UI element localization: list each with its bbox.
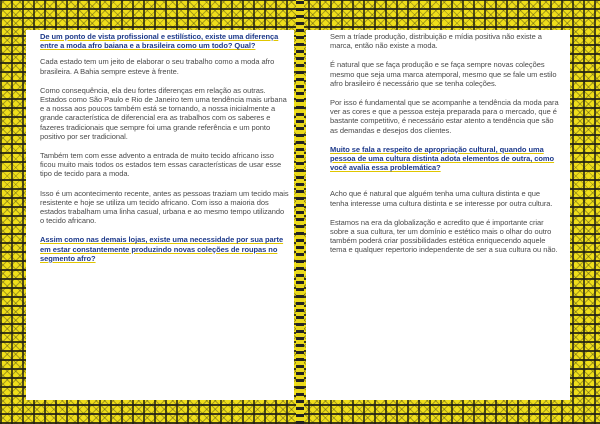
question-3: Muito se fala a respeito de apropriação cultural, quando uma pessoa de uma cultura distinta adota elementos de outra, como você avalia essa problemática? bbox=[330, 144, 555, 173]
answer-paragraph: Sem a tríade produção, distribuição e mídia positiva não existe a marca, então não existe a moda. bbox=[330, 32, 542, 51]
answer-paragraph: Também tem com esse advento a entrada de muito tecido africano isso ficou muito mais todos os estados tem essas características de usar esse tipo de tecido para a moda. bbox=[40, 151, 282, 179]
answer-paragraph: Como consequência, ela deu fortes diferenças em relação as outras. Estados como São Paulo e Rio de Janeiro tem uma tendência mais urbana e a nossa aos poucos também está se tornando, a nossa inicialmente a grande característica de diferencial era as trabalhos com os saberes e fazeres tradicionais que sempre foi uma grande referência e um ponto positivo por ser tradicional. bbox=[40, 85, 287, 141]
answer-paragraph: Acho que é natural que alguém tenha uma cultura distinta e que tenha interesse uma cultura distinta e se interesse por outra cultura. bbox=[330, 189, 553, 208]
answer-paragraph: Estamos na era da globalização e acredito que é importante criar sobre a sua cultura, ter um domínio e estético mais o olhar do outro também poderá criar possibilidades estética enriquecendo aquele tema e qualquer repertorio independente de ser a sua cultura ou não. bbox=[330, 217, 558, 255]
answer-paragraph: Cada estado tem um jeito de elaborar o seu trabalho como a moda afro brasileira. A Bahia sempre esteve à frente. bbox=[40, 57, 275, 76]
question-1: De um ponto de vista profissional e estilístico, existe uma diferença entre a moda afro baiana e a brasileira como um todo? Qual? bbox=[40, 32, 279, 51]
page-spine bbox=[296, 0, 304, 424]
answer-paragraph: Por isso é fundamental que se acompanhe a tendência da moda para ver as cores e que a pessoa esteja preparada para o mercado, que é bastante competitivo, é necessário estar atento a tendência que são as demandas e desejos dos clientes. bbox=[330, 98, 559, 135]
question-2: Assim como nas demais lojas, existe uma necessidade por sua parte em estar constantemente produzindo novas coleções de roupas no segmento afro? bbox=[40, 235, 284, 263]
left-page bbox=[26, 30, 294, 400]
answer-paragraph: Isso é um acontecimento recente, antes as pessoas traziam um tecido mais resistente e hoje se utiliza um tecido africano. Com isso a maioria dos estados trabalham uma linha casual, urbana e ao mesmo tempo utilizando o tecido africano. bbox=[40, 188, 289, 226]
answer-paragraph: É natural que se faça produção e se faça sempre novas coleções mesmo que seja uma marca atemporal, mesmo que se fale um estilo afro brasileiro é necessário que se tenha coleções. bbox=[330, 60, 557, 88]
right-page bbox=[306, 30, 570, 400]
